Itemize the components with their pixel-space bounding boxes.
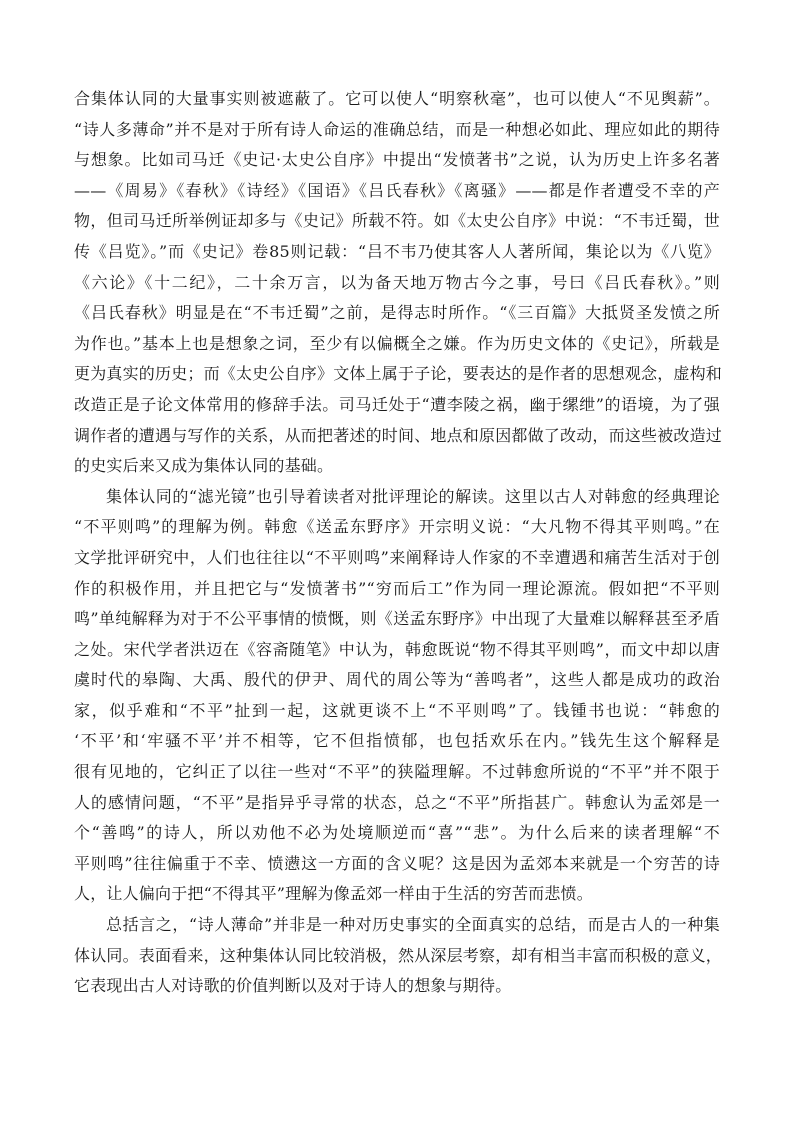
text-line: 更为真实的历史；而《太史公自序》文体上属于子论，要表达的是作者的思想观念，虚构和 (74, 364, 723, 384)
text-line: “诗人多薄命”并不是对于所有诗人命运的准确总结，而是一种想必如此、理应如此的期待 (74, 119, 720, 139)
text-line: 调作者的遭遇与写作的关系，从而把著述的时间、地点和原因都做了改动，而这些被改造过 (74, 425, 723, 445)
text-line: 传《吕览》。”而《史记》卷85则记载：“吕不韦乃使其客人人著所闻，集论以为《八览》 (74, 241, 720, 261)
text-line: 之处。宋代学者洪迈在《容斋随笔》中认为，韩愈既说“物不得其平则鸣”，而文中却以唐 (74, 639, 720, 659)
text-line: 《吕氏春秋》明显是在“不韦迁蜀”之前，是得志时所作。“《三百篇》大抵贤圣发愤之所 (74, 303, 720, 323)
text-line: 与想象。比如司马迁《史记·太史公自序》中提出“发愤著书”之说，认为历史上许多名著 (74, 150, 720, 170)
text-line: 为作也。”基本上也是想象之词，至少有以偏概全之嫌。作为历史文体的《史记》，所载是 (74, 333, 720, 353)
paragraph (74, 910, 723, 1002)
text-line: 《六论》《十二纪》，二十余万言，以为备天地万物古今之事，号曰《吕氏春秋》。”则 (74, 272, 720, 292)
text-line: 人，让人偏向于把“不得其平”理解为像孟郊一样由于生活的穷苦而悲愤。 (74, 884, 593, 904)
text-line: 的史实后来又成为集体认同的基础。 (74, 456, 334, 476)
text-line: 家，似乎难和“不平”扯到一起，这就更谈不上“不平则鸣”了。钱锺书也说：“韩愈的 (74, 700, 720, 720)
paragraph (74, 482, 720, 910)
text-line: 物，但司马迁所举例证却多与《史记》所载不符。如《太史公自序》中说：“不韦迁蜀，世 (74, 211, 720, 231)
text-line: 集体认同的“滤光镜”也引导着读者对批评理论的解读。这里以古人对韩愈的经典理论 (106, 486, 720, 506)
text-line: 个“善鸣”的诗人，所以劝他不必为处境顺逆而“喜”“悲”。为什么后来的读者理解“不 (74, 823, 720, 843)
text-line: 鸣”单纯解释为对于不公平事情的愤慨，则《送孟东野序》中出现了大量难以解释甚至矛盾 (74, 609, 720, 629)
text-line: 文学批评研究中，人们也往往以“不平则鸣”来阐释诗人作家的不幸遭遇和痛苦生活对于创 (74, 547, 720, 567)
paragraph (74, 84, 723, 482)
text-line: ——《周易》《春秋》《诗经》《国语》《吕氏春秋》《离骚》——都是作者遭受不幸的产 (74, 180, 720, 200)
text-line: 作的积极作用，并且把它与“发愤著书”“穷而后工”作为同一理论源流。假如把“不平则 (74, 578, 720, 598)
text-line: 合集体认同的大量事实则被遮蔽了。它可以使人“明察秋毫”，也可以使人“不见舆薪”。 (74, 89, 720, 108)
text-line: 改造正是子论文体常用的修辞手法。司马迁处于“遭李陵之祸，幽于缧绁”的语境，为了强 (74, 394, 720, 414)
text-line: 很有见地的，它纠正了以往一些对“不平”的狭隘理解。不过韩愈所说的“不平”并不限于 (74, 762, 720, 782)
text-line: 虞时代的皋陶、大禹、殷代的伊尹、周代的周公等为“善鸣者”，这些人都是成功的政治 (74, 670, 720, 690)
text-line: “不平则鸣”的理解为例。韩愈《送孟东野序》开宗明义说：“大凡物不得其平则鸣。”在 (74, 517, 720, 537)
text-line: 平则鸣”往往偏重于不幸、愤懑这一方面的含义呢？这是因为孟郊本来就是一个穷苦的诗 (74, 853, 720, 873)
document-page (74, 84, 723, 1002)
text-line: 总括言之，“诗人薄命”并非是一种对历史事实的全面真实的总结，而是古人的一种集 (106, 915, 720, 935)
text-line: 体认同。表面看来，这种集体认同比较消极，然从深层考察，却有相当丰富而积极的意义， (74, 945, 723, 965)
text-line: 它表现出古人对诗歌的价值判断以及对于诗人的想象与期待。 (74, 976, 512, 996)
text-line: 人的感情问题，“不平”是指异乎寻常的状态，总之“不平”所指甚广。韩愈认为孟郊是一 (74, 792, 720, 812)
text-line: ‘不平’和‘牢骚不平’并不相等，它不但指愤郁，也包括欢乐在内。”钱先生这个解释是 (74, 731, 720, 751)
